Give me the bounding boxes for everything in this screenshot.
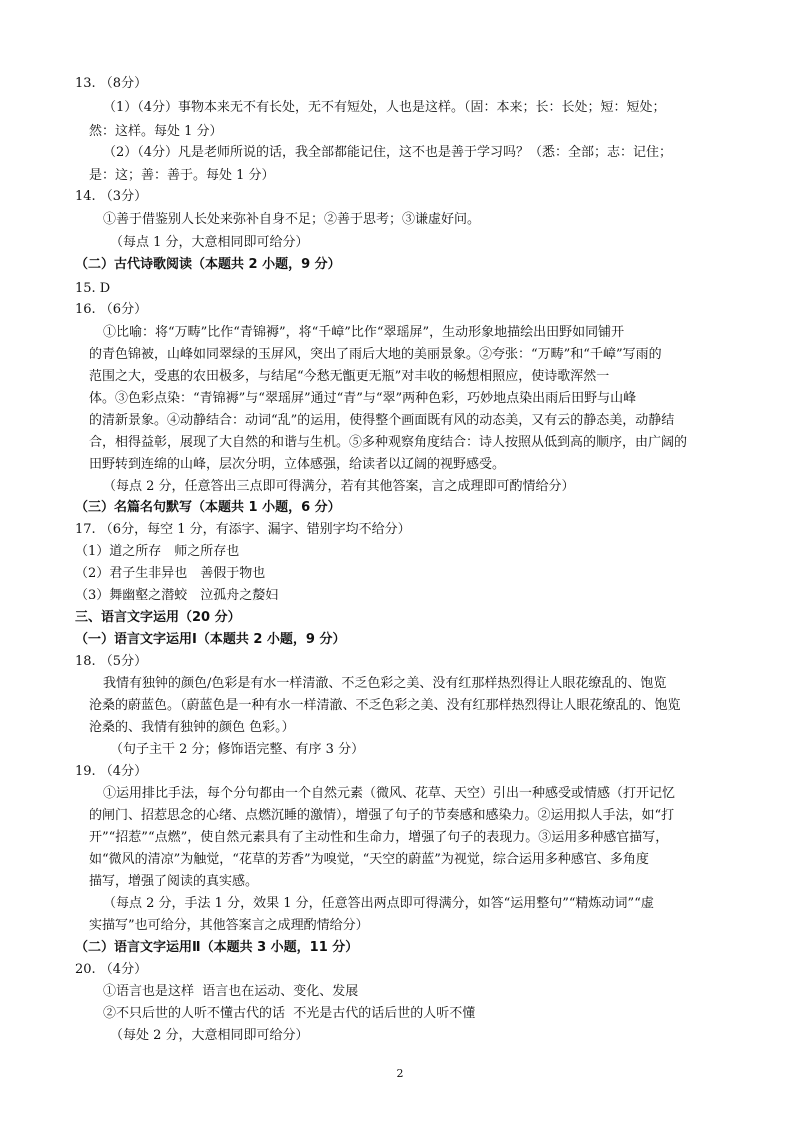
question-16-scoring-note: （每点 2 分，任意答出三点即可得满分，若有其他答案，言之成理即可酌情给分） <box>103 479 575 494</box>
question-13-part2-line1: （2）（4分）凡是老师所说的话，我全部都能记住，这不也是善于学习吗？（悉：全部；志：记住； <box>103 145 673 160</box>
page-number: 2 <box>396 1067 404 1080</box>
question-16-heading: 16. （6分） <box>75 302 148 317</box>
question-16-answer-line3: 范围之大，受惠的农田极多，与结尾“今愁无甑更无瓶”对丰收的畅想相照应，使诗歌浑然一 <box>89 369 610 384</box>
question-16-answer-line2: 的青色锦被，山峰如同翠绿的玉屏风，突出了雨后大地的美丽景象。②夸张：“万畴”和“千嶂”写雨的 <box>89 347 662 362</box>
question-17-answer-2: （2）君子生非异也 善假于物也 <box>75 566 266 581</box>
section-heading-language-2: （二）语言文字运用Ⅱ（本题共 3 小题，11 分） <box>75 940 359 955</box>
question-15-answer: 15. D <box>75 281 111 296</box>
question-19-answer-line4: 如“微风的清凉”为触觉，“花草的芳香”为嗅觉，“天空的蔚蓝”为视觉，综合运用多种感官、多角度 <box>89 852 649 867</box>
question-18-heading: 18. （5分） <box>75 654 148 669</box>
question-16-answer-line1: ①比喻：将“万畴”比作“青锦褥”，将“千嶂”比作“翠瑶屏”，生动形象地描绘出田野如同铺开 <box>103 325 625 340</box>
question-20-scoring-note: （每处 2 分，大意相同即可给分） <box>110 1028 309 1043</box>
question-19-scoring-note-line2: 实描写”也可给分，其他答案言之成理酌情给分） <box>89 918 369 933</box>
question-13-part1-line1: （1）（4分）事物本来无不有长处，无不有短处，人也是这样。（固：本来；长：长处；短：短处； <box>103 100 666 115</box>
question-19-heading: 19. （4分） <box>75 764 148 779</box>
question-17-answer-1: （1）道之所存 师之所存也 <box>75 544 240 559</box>
question-16-answer-line6: 合，相得益彰，展现了大自然的和谐与生机。⑤多种观察角度结合：诗人按照从低到高的顺序，由广阔的 <box>89 435 688 450</box>
section-heading-recitation: （三）名篇名句默写（本题共 1 小题，6 分） <box>75 500 341 515</box>
question-13-part1-line2: 然：这样。每处 1 分） <box>89 124 223 139</box>
question-19-scoring-note-line1: （每点 2 分，手法 1 分，效果 1 分，任意答出两点即可得满分，如答“运用整句”“精炼动词”“虚 <box>103 896 654 911</box>
question-16-answer-line4: 体。③色彩点染：“青锦褥”与“翠瑶屏”通过“青”与“翠”两种色彩，巧妙地点染出雨后田野与山峰 <box>89 391 637 406</box>
question-13-part2-line2: 是：这；善：善于。每处 1 分） <box>89 168 275 183</box>
question-19-answer-line2: 的闸门、招惹思念的心绪、点燃沉睡的激情），增强了句子的节奏感和感染力。②运用拟人手法，如“打 <box>89 808 675 823</box>
question-16-answer-line5: 的清新景象。④动静结合：动词“乱”的运用，使得整个画面既有风的动态美，又有云的静态美，动静结 <box>89 413 675 428</box>
question-19-answer-line5: 描写，增强了阅读的真实感。 <box>89 874 259 889</box>
question-19-answer-line3: 开”“招惹”“点燃”，使自然元素具有了主动性和生命力，增强了句子的表现力。③运用多种感官描写， <box>89 830 669 845</box>
question-18-answer-line2: 沧桑的蔚蓝色。（蔚蓝色是一种有水一样清澈、不乏色彩之美、没有红那样热烈得让人眼花缭乱的、饱览 <box>89 698 681 713</box>
question-18-scoring-note: （句子主干 2 分；修饰语完整、有序 3 分） <box>110 742 365 757</box>
question-13-heading: 13. （8分） <box>75 76 148 91</box>
question-18-answer-line3: 沧桑的、我情有独钟的颜色 色彩。） <box>89 720 295 735</box>
question-18-answer-line1: 我情有独钟的颜色/色彩是有水一样清澈、不乏色彩之美、没有红那样热烈得让人眼花缭乱的、饱览 <box>103 676 667 691</box>
question-19-answer-line1: ①运用排比手法，每个分句都由一个自然元素（微风、花草、天空）引出一种感受或情感（打开记忆 <box>103 786 676 801</box>
section-heading-language-1: （一）语言文字运用Ⅰ（本题共 2 小题，9 分） <box>75 632 346 647</box>
question-17-heading: 17. （6分，每空 1 分，有添字、漏字、错别字均不给分） <box>75 522 411 537</box>
part-three-heading: 三、语言文字运用（20 分） <box>75 610 241 625</box>
question-20-heading: 20. （4分） <box>75 962 148 977</box>
question-20-answer-1: ①语言也是这样 语言也在运动、变化、发展 <box>103 984 359 999</box>
question-20-answer-2: ②不只后世的人听不懂古代的话 不光是古代的话后世的人听不懂 <box>103 1006 476 1021</box>
section-heading-poetry: （二）古代诗歌阅读（本题共 2 小题，9 分） <box>75 257 341 272</box>
question-14-scoring-note: （每点 1 分，大意相同即可给分） <box>110 235 309 250</box>
question-17-answer-3: （3）舞幽壑之潜蛟 泣孤舟之嫠妇 <box>75 588 279 603</box>
question-14-answer: ①善于借鉴别人长处来弥补自身不足；②善于思考；③谦虚好问。 <box>103 212 481 227</box>
question-16-answer-line7: 田野转到连绵的山峰，层次分明，立体感强，给读者以辽阔的视野感受。 <box>89 457 506 472</box>
question-14-heading: 14. （3分） <box>75 189 148 204</box>
